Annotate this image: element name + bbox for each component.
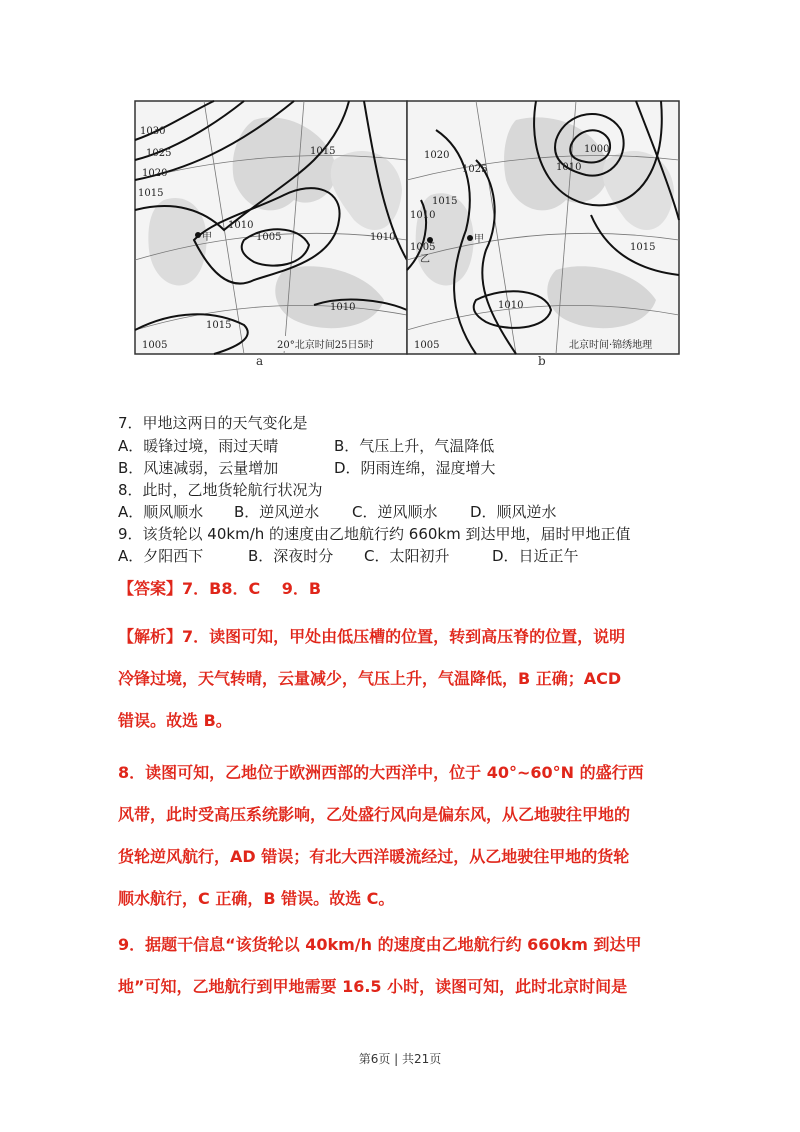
isobar-chart-b	[406, 100, 680, 355]
map-time-label: 20°北京时间25日5时	[277, 340, 374, 351]
isobar-label: 1010	[370, 232, 396, 243]
isobar-label: 1015	[206, 320, 232, 331]
isobar-chart-a	[134, 100, 408, 355]
option-7d: D．阴雨连绵，湿度增大	[334, 459, 496, 477]
explanation-line: 地”可知，乙地航行到甲地需要 16.5 小时，读图可知，此时北京时间是	[118, 977, 628, 996]
isobar-label: 1010	[410, 210, 436, 221]
isobar-label: 1020	[142, 168, 168, 179]
answer-line: 【答案】7．B8．C 9．B	[118, 579, 322, 598]
question-9: 9．该货轮以 40km/h 的速度由乙地航行约 660km 到达甲地，届时甲地正值	[118, 525, 631, 543]
explanation-line: 货轮逆风航行，AD 错误；有北大西洋暖流经过，从乙地驶往甲地的货轮	[118, 847, 630, 866]
isobar-label: 1010	[498, 300, 524, 311]
isobar-label: 1025	[146, 148, 172, 159]
isobar-label: 1000	[584, 144, 610, 155]
page-footer: 第6页 | 共21页	[358, 1052, 442, 1066]
isobar-label: 1015	[310, 146, 336, 157]
option-9b: B．深夜时分	[248, 547, 334, 565]
isobar-label: 1030	[140, 126, 166, 137]
point-jia-label: 甲	[202, 232, 212, 243]
question-8: 8．此时，乙地货轮航行状况为	[118, 481, 323, 499]
isobar-label: 1005	[256, 232, 282, 243]
weather-map-b	[406, 100, 680, 355]
question-7: 7．甲地这两日的天气变化是	[118, 414, 308, 432]
explanation-line: 错误。故选 B。	[118, 711, 232, 730]
option-8d: D．顺风逆水	[470, 503, 557, 521]
map-caption-a: a	[256, 354, 264, 368]
isobar-label: 1025	[462, 164, 488, 175]
isobar-label: 1010	[330, 302, 356, 313]
option-9a: A．夕阳西下	[118, 547, 204, 565]
option-8a: A．顺风顺水	[118, 503, 204, 521]
isobar-label: 1020	[424, 150, 450, 161]
explanation-line: 顺水航行，C 正确，B 错误。故选 C。	[118, 889, 395, 908]
isobar-label: 1010	[228, 220, 254, 231]
isobar-label: 1005	[142, 340, 168, 351]
explanation-line: 风带，此时受高压系统影响，乙处盛行风向是偏东风，从乙地驶往甲地的	[118, 805, 631, 824]
option-7a: A．暖锋过境，雨过天晴	[118, 437, 279, 455]
option-8b: B．逆风逆水	[234, 503, 320, 521]
isobar-label: 1015	[630, 242, 656, 253]
map-caption-b: b	[538, 354, 546, 368]
map-watermark: 北京时间·锦绣地理	[569, 340, 653, 351]
isobar-label: 1010	[556, 162, 582, 173]
option-9d: D．日近正午	[492, 547, 579, 565]
explanation-line: 【解析】7．读图可知，甲处由低压槽的位置，转到高压脊的位置，说明	[118, 627, 626, 646]
explanation-line: 9．据题干信息“该货轮以 40km/h 的速度由乙地航行约 660km 到达甲	[118, 935, 642, 954]
option-9c: C．太阳初升	[364, 547, 450, 565]
isobar-label: 1005	[414, 340, 440, 351]
isobar-label: 1015	[432, 196, 458, 207]
explanation-line: 冷锋过境，天气转晴，云量减少，气压上升，气温降低，B 正确；ACD	[118, 669, 622, 688]
point-yi-label: 乙	[420, 254, 430, 265]
option-7b: B．气压上升，气温降低	[334, 437, 495, 455]
isobar-label: 1015	[138, 188, 164, 199]
point-jia-label: 甲	[474, 234, 484, 245]
option-8c: C．逆风顺水	[352, 503, 438, 521]
explanation-line: 8．读图可知，乙地位于欧洲西部的大西洋中，位于 40°~60°N 的盛行西	[118, 763, 644, 782]
weather-map-a	[134, 100, 408, 355]
isobar-label: 1005	[410, 242, 436, 253]
option-7c: B．风速减弱，云量增加	[118, 459, 279, 477]
